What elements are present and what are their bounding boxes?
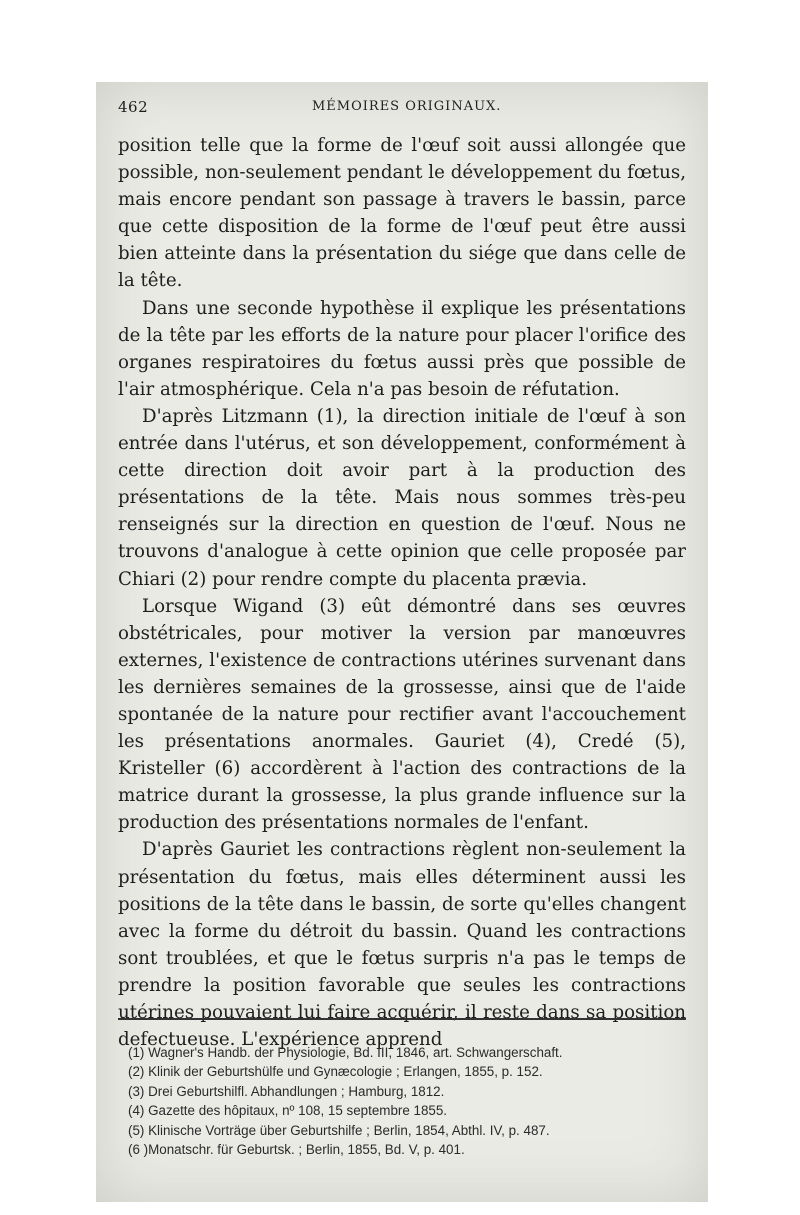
page-number: 462 bbox=[118, 98, 149, 116]
footnote: (1) Wagner's Handb. der Physiologie, Bd. III, 1846, art. Schwangerschaft. bbox=[128, 1045, 563, 1060]
footnote: (6 )Monatschr. für Geburtsk. ; Berlin, 1855, Bd. V, p. 401. bbox=[128, 1142, 465, 1158]
paragraph: D'après Gauriet les contractions règlent non-seulement la présentation du fœtus, mais elles déterminent aussi les positions de la tête dans le bassin, de sorte qu'elles changent avec la forme du détroit du bassin. Quand les contractions sont troublées, et que le fœtus surpris n'a pas le temps de prendre la position favorable que seules les contractions utérines pouvaient lui faire acquérir, il reste dans sa position defectueuse. L'expérience apprend bbox=[118, 839, 686, 1051]
footnote-divider bbox=[118, 1018, 686, 1020]
running-title: MÉMOIRES ORIGINAUX. bbox=[312, 99, 502, 114]
footnote: (3) Drei Geburtshilfl. Abhandlungen ; Hamburg, 1812. bbox=[128, 1083, 445, 1099]
footnote: (2) Klinik der Geburtshülfe und Gynæcologie ; Erlangen, 1855, p. 152. bbox=[128, 1064, 543, 1080]
body-text bbox=[118, 132, 686, 1053]
paragraph: position telle que la forme de l'œuf soit aussi allongée que possible, non-seulement pendant le développement du fœtus, mais encore pendant son passage à travers le bassin, parce que cette disposition de la forme de l'œuf peut être aussi bien atteinte dans la présentation du siége que dans celle de la tête. bbox=[118, 135, 686, 292]
footnotes bbox=[128, 1043, 688, 1159]
paragraph: Lorsque Wigand (3) eût démontré dans ses œuvres obstétricales, pour motiver la version par manœuvres externes, l'existence de contractions utérines survenant dans les dernières semaines de la grossesse, ainsi que de l'aide spontanée de la nature pour rectifier avant l'accouchement les présentations anormales. Gauriet (4), Credé (5), Kristeller (6) accordèrent à l'action des contractions de la matrice durant la grossesse, la plus grande influence sur la production des présentations normales de l'enfant. bbox=[118, 595, 686, 834]
footnote: (4) Gazette des hôpitaux, nº 108, 15 septembre 1855. bbox=[128, 1103, 448, 1119]
paragraph: D'après Litzmann (1), la direction initiale de l'œuf à son entrée dans l'utérus, et son développement, conformément à cette direction doit avoir part à la production des présentations de la tête. Mais nous sommes très-peu renseignés sur la direction en question de l'œuf. Nous ne trouvons d'analogue à cette opinion que celle proposée par Chiari (2) pour rendre compte du placenta prævia. bbox=[118, 405, 686, 590]
paragraph: Dans une seconde hypothèse il explique les présentations de la tête par les efforts de la nature pour placer l'orifice des organes respiratoires du fœtus aussi près que possible de l'air atmosphérique. Cela n'a pas besoin de réfutation. bbox=[118, 297, 686, 400]
footnote: (5) Klinische Vorträge über Geburtshilfe ; Berlin, 1854, Abthl. IV, p. 487. bbox=[128, 1122, 550, 1138]
